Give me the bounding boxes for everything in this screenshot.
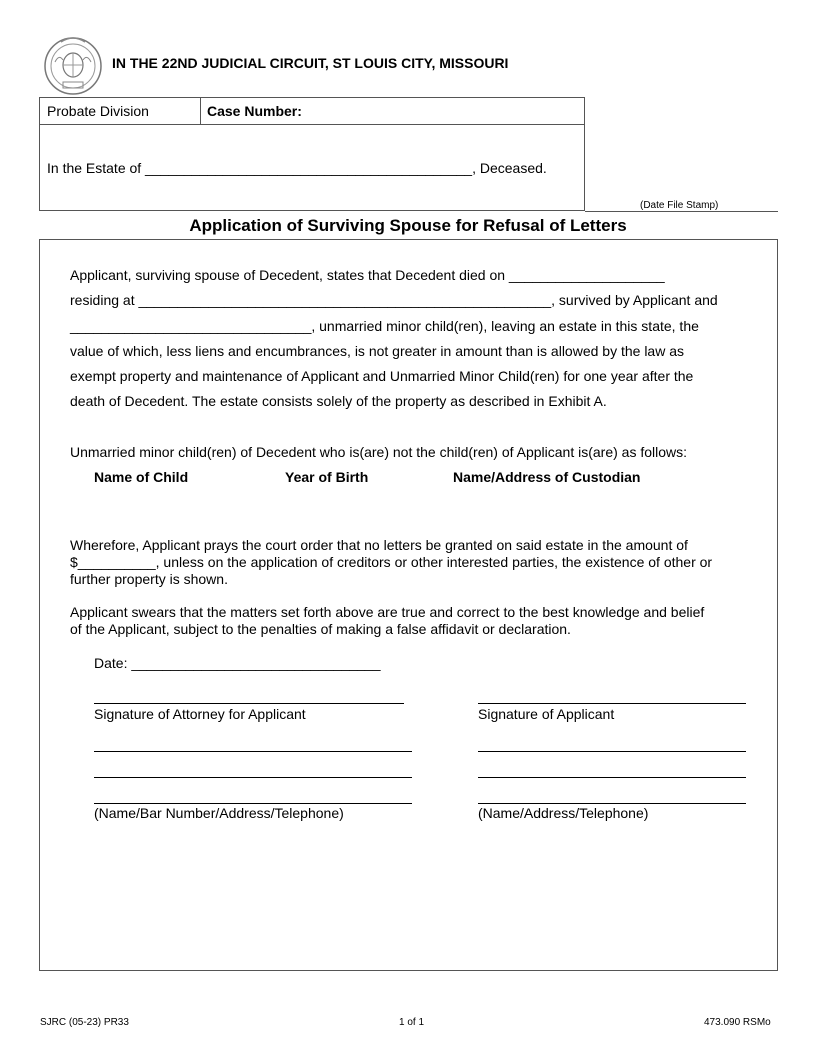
date-file-stamp-label: (Date File Stamp) xyxy=(640,200,719,211)
minors-intro: Unmarried minor child(ren) of Decedent who is(are) not the child(ren) of Applicant is(are) as follows: xyxy=(70,444,688,460)
attorney-info-line[interactable] xyxy=(94,751,412,752)
footer-statute: 473.090 RSMo xyxy=(704,1017,771,1028)
wherefore-line: $__________, unless on the application of creditors or other interested parties, the existence of other or xyxy=(70,554,713,570)
attorney-info-label: (Name/Bar Number/Address/Telephone) xyxy=(94,805,344,821)
swear-line: of the Applicant, subject to the penalties of making a false affidavit or declaration. xyxy=(70,621,571,637)
paragraph1-line: residing at _____________________________________________________, survived by Applicant and xyxy=(70,292,718,308)
paragraph1-line: Applicant, surviving spouse of Decedent, states that Decedent died on ____________________ xyxy=(70,267,665,283)
applicant-info-line[interactable] xyxy=(478,803,746,804)
date-line: Date: ________________________________ xyxy=(94,655,381,671)
swear-line: Applicant swears that the matters set forth above are true and correct to the best knowledge and belief xyxy=(70,604,705,620)
estate-line: In the Estate of __________________________________________, Deceased. xyxy=(47,160,547,176)
applicant-signature-label: Signature of Applicant xyxy=(478,706,615,722)
applicant-info-line[interactable] xyxy=(478,751,746,752)
missouri-seal-icon xyxy=(41,32,105,96)
column-name-of-child: Name of Child xyxy=(94,469,189,485)
wherefore-line: Wherefore, Applicant prays the court order that no letters be granted on said estate in the amount of xyxy=(70,537,688,553)
attorney-info-line[interactable] xyxy=(94,777,412,778)
paragraph1-line: _______________________________, unmarried minor child(ren), leaving an estate in this state, the xyxy=(70,318,699,334)
attorney-signature-line[interactable] xyxy=(94,703,404,704)
attorney-info-line[interactable] xyxy=(94,803,412,804)
court-heading: IN THE 22ND JUDICIAL CIRCUIT, ST LOUIS CITY, MISSOURI xyxy=(112,55,509,71)
footer-page-number: 1 of 1 xyxy=(399,1017,425,1028)
paragraph1-line: exempt property and maintenance of Applicant and Unmarried Minor Child(ren) for one year after the xyxy=(70,368,694,384)
document-title: Application of Surviving Spouse for Refusal of Letters xyxy=(189,216,627,235)
applicant-signature-line[interactable] xyxy=(478,703,746,704)
applicant-info-label: (Name/Address/Telephone) xyxy=(478,805,649,821)
stamp-divider xyxy=(585,211,778,212)
column-year-of-birth: Year of Birth xyxy=(285,469,369,485)
paragraph1-line: value of which, less liens and encumbrances, is not greater in amount than is allowed by the law as xyxy=(70,343,685,359)
case-number-label: Case Number: xyxy=(207,103,302,119)
paragraph1-line: death of Decedent. The estate consists solely of the property as described in Exhibit A. xyxy=(70,393,607,409)
applicant-info-line[interactable] xyxy=(478,777,746,778)
wherefore-line: further property is shown. xyxy=(70,571,228,587)
attorney-signature-label: Signature of Attorney for Applicant xyxy=(94,706,306,722)
footer-form-id: SJRC (05-23) PR33 xyxy=(40,1017,129,1028)
division-label: Probate Division xyxy=(47,103,149,119)
column-custodian: Name/Address of Custodian xyxy=(453,469,641,485)
